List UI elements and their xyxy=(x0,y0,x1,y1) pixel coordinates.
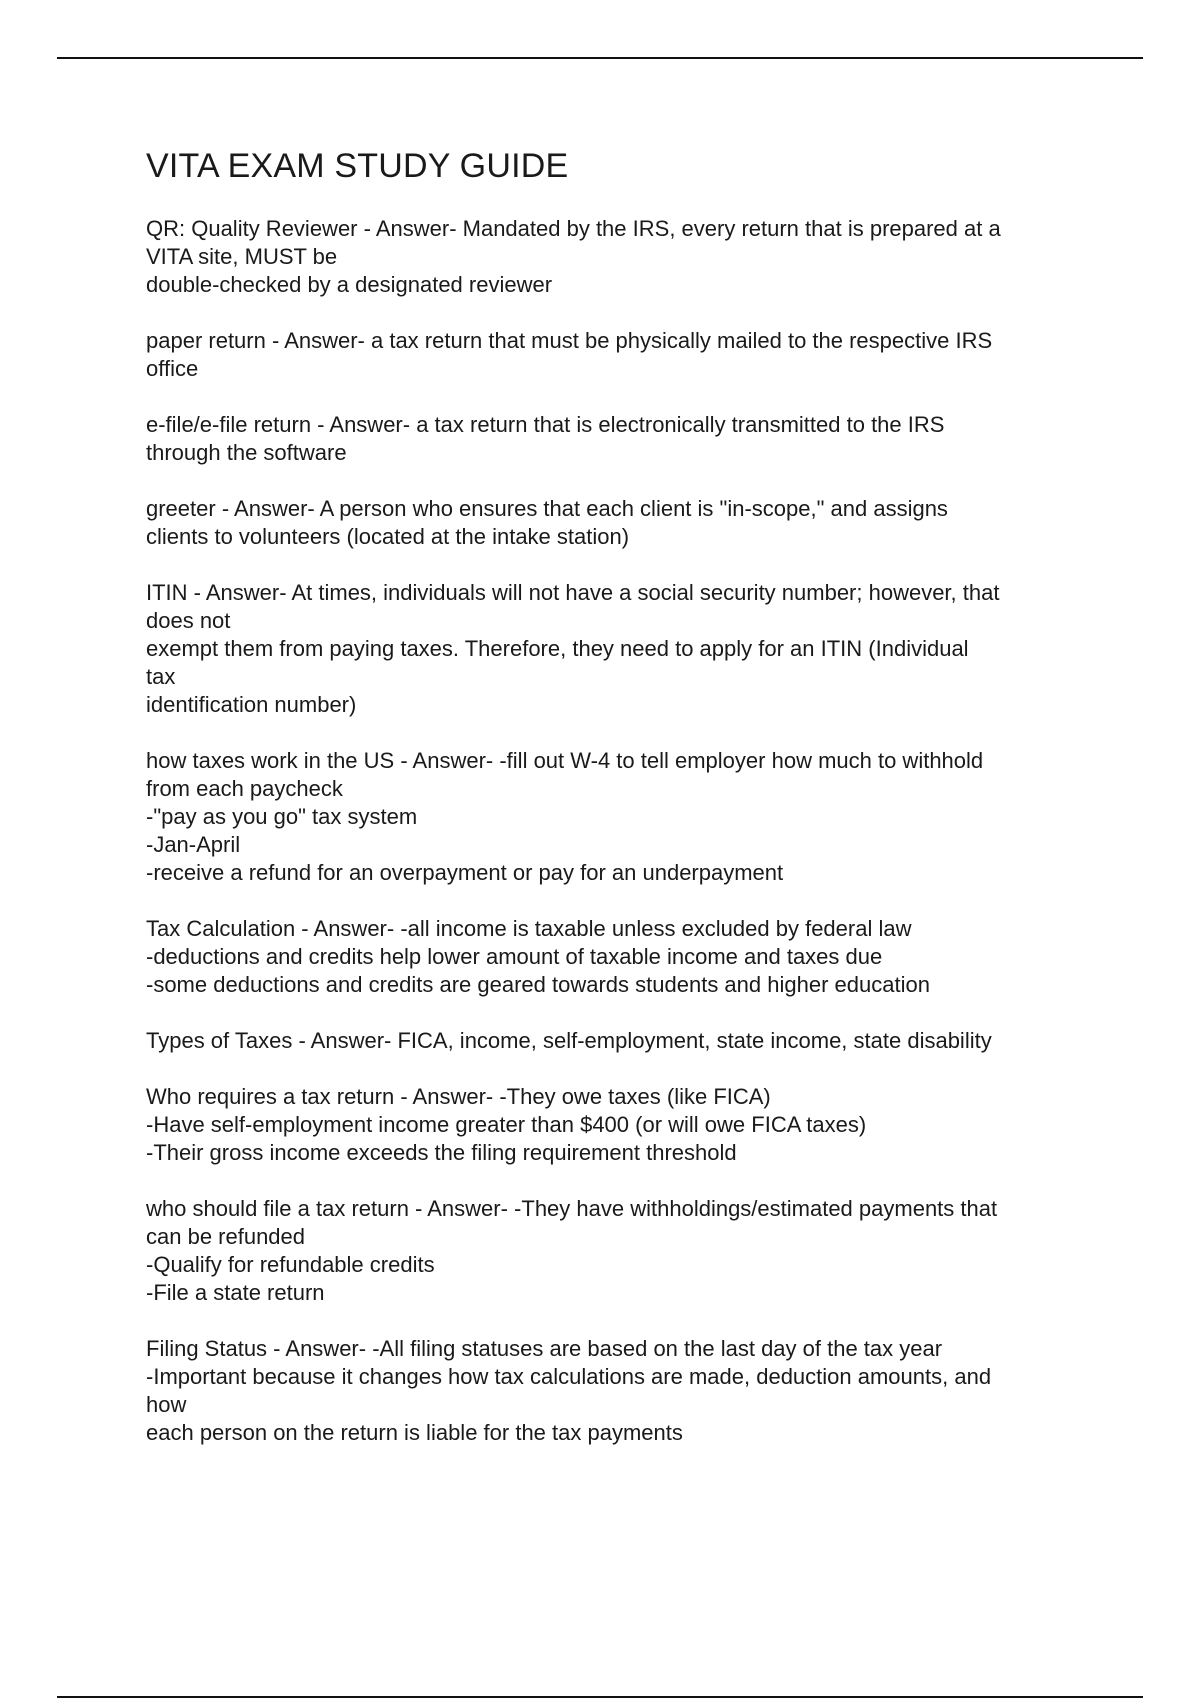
entry-text-line: -Qualify for refundable credits xyxy=(146,1252,435,1277)
study-guide-entry xyxy=(146,747,1096,887)
entry-text-line: VITA site, MUST be xyxy=(146,244,338,269)
entry-text-line: Types of Taxes - Answer- FICA, income, self-employment, state income, state disability xyxy=(146,1028,992,1053)
entry-text-line: who should file a tax return - Answer- -They have withholdings/estimated payments that xyxy=(146,1196,998,1221)
entry-text-line: ITIN - Answer- At times, individuals will not have a social security number; however, that xyxy=(146,580,1000,605)
entry-text-line: paper return - Answer- a tax return that must be physically mailed to the respective IRS xyxy=(146,328,993,353)
study-guide-entry xyxy=(146,915,1096,999)
entry-text-line: Tax Calculation - Answer- -all income is taxable unless excluded by federal law xyxy=(146,916,912,941)
entry-text-line: office xyxy=(146,356,199,381)
study-guide-entry xyxy=(146,495,1096,551)
study-guide-entry xyxy=(146,1335,1096,1447)
entry-text-line: e-file/e-file return - Answer- a tax return that is electronically transmitted to the IRS xyxy=(146,412,945,437)
study-guide-entry xyxy=(146,327,1096,383)
entry-text-line: -Have self-employment income greater than $400 (or will owe FICA taxes) xyxy=(146,1112,867,1137)
entry-text-line: -Jan-April xyxy=(146,832,241,857)
entry-text-line: -"pay as you go" tax system xyxy=(146,804,418,829)
entry-text-line: identification number) xyxy=(146,692,357,717)
entry-text-line: can be refunded xyxy=(146,1224,306,1249)
entry-text-line: greeter - Answer- A person who ensures that each client is "in-scope," and assigns xyxy=(146,496,948,521)
entry-text-line: through the software xyxy=(146,440,347,465)
entry-text-line: tax xyxy=(146,664,176,689)
entry-text-line: -receive a refund for an overpayment or pay for an underpayment xyxy=(146,860,784,885)
entry-text-line: -File a state return xyxy=(146,1280,325,1305)
study-guide-entry xyxy=(146,1027,1096,1055)
entry-text-line: Filing Status - Answer- -All filing statuses are based on the last day of the tax year xyxy=(146,1336,943,1361)
study-guide-entry xyxy=(146,1195,1096,1307)
entry-text-line: QR: Quality Reviewer - Answer- Mandated by the IRS, every return that is prepared at a xyxy=(146,216,1001,241)
entry-text-line: each person on the return is liable for the tax payments xyxy=(146,1420,683,1445)
study-guide-entry xyxy=(146,411,1096,467)
entry-text-line: exempt them from paying taxes. Therefore, they need to apply for an ITIN (Individual xyxy=(146,636,969,661)
entry-text-line: double-checked by a designated reviewer xyxy=(146,272,553,297)
page-content xyxy=(146,144,1096,1475)
study-guide-entries xyxy=(146,215,1096,1447)
entry-text-line: how taxes work in the US - Answer- -fill out W-4 to tell employer how much to withhold xyxy=(146,748,984,773)
page-title: VITA EXAM STUDY GUIDE xyxy=(146,147,569,185)
study-guide-entry xyxy=(146,1083,1096,1167)
study-guide-entry xyxy=(146,215,1096,299)
entry-text-line: does not xyxy=(146,608,231,633)
entry-text-line: -Important because it changes how tax calculations are made, deduction amounts, and xyxy=(146,1364,992,1389)
entry-text-line: -deductions and credits help lower amount of taxable income and taxes due xyxy=(146,944,883,969)
entry-text-line: from each paycheck xyxy=(146,776,343,801)
top-divider xyxy=(57,57,1143,59)
entry-text-line: Who requires a tax return - Answer- -They owe taxes (like FICA) xyxy=(146,1084,771,1109)
bottom-divider xyxy=(57,1696,1143,1698)
entry-text-line: clients to volunteers (located at the intake station) xyxy=(146,524,630,549)
entry-text-line: how xyxy=(146,1392,187,1417)
entry-text-line: -some deductions and credits are geared towards students and higher education xyxy=(146,972,930,997)
entry-text-line: -Their gross income exceeds the filing requirement threshold xyxy=(146,1140,737,1165)
study-guide-entry xyxy=(146,579,1096,719)
